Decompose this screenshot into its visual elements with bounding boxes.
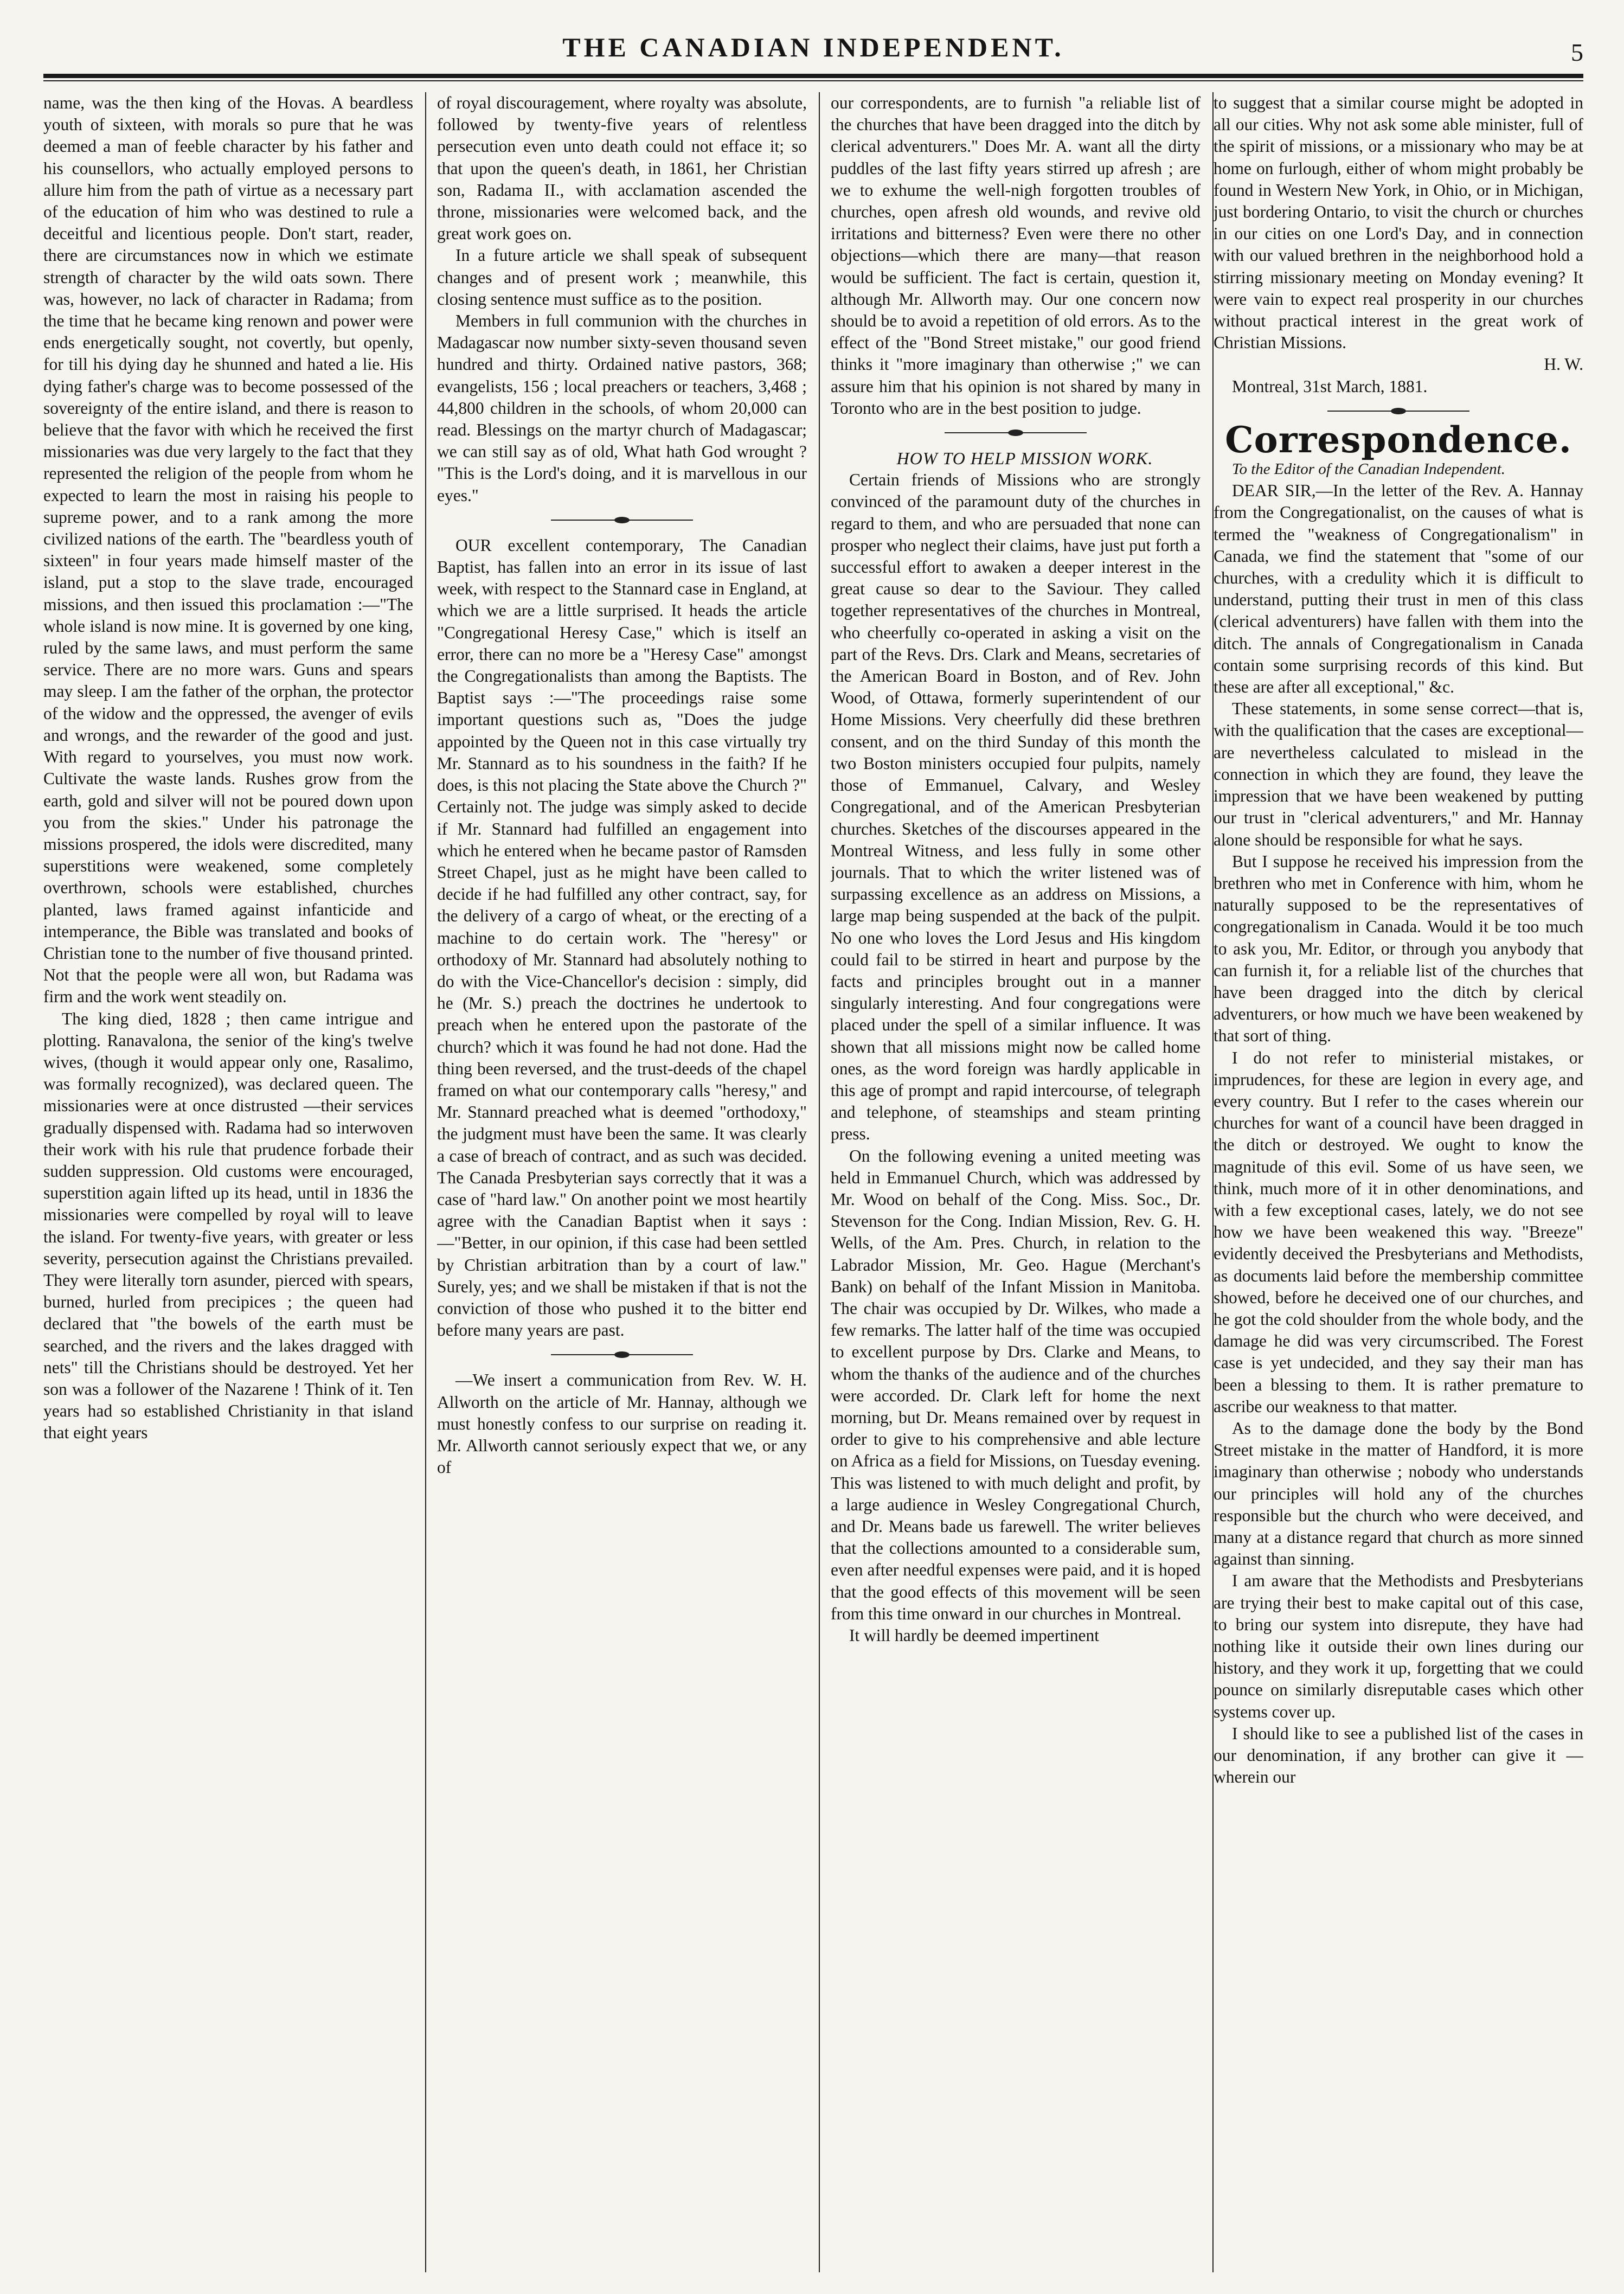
header-rule-thin xyxy=(43,80,1583,81)
column-3 xyxy=(831,92,1201,2272)
paragraph: But I suppose he received his impression from the brethren who met in Conference with him, whom he naturally supposed to be the representatives of congregationalism in Canada. Would it be too much to ask you, Mr. Editor, or through you anybody that can furnish it, for a reliable list of the churches that have been dragged into the ditch by clerical adventurers, or how much we have been weakened by that sort of thing. xyxy=(1214,851,1583,1046)
paragraph: name, was the then king of the Hovas. A beardless youth of sixteen, with morals so pure that he was deemed a man of feeble character by his father and his counsellors, who actually employed persons to allure him from the path of virtue as a necessary part of the education of him who was destined to rule a deceitful and licentious people. Don't start, reader, there are circumstances now in which we estimate strength of character by the wild oats sown. There was, however, no lack of character in Radama; from the time that he became king renown and power were ends energetically sought, not covertly, but openly, for till his dying day he shunned and hated a lie. His dying father's charge was to become possessed of the sovereignty of the entire island, and there is reason to believe that the favor with which he received the first missionaries was due very largely to the fact that they represented the religion of the people from whom he expected to learn the most in raising his people to supreme power, and to a rank among the more civilized nations of the earth. The "beardless youth of sixteen" in four years made himself master of the island, put a stop to the slave trade, encouraged missions, and then issued this proclamation :—"The whole island is now mine. It is governed by one king, ruled by the same laws, and must perform the same service. There are no more wars. Guns and spears may sleep. I am the father of the orphan, the protector of the widow and the oppressed, the avenger of evils and wrongs, and the rewarder of the good and just. With regard to yourselves, you must now work. Cultivate the waste lands. Rushes grow from the earth, gold and silver will not be poured down upon you from the skies." Under his patronage the missions prospered, the idols were discredited, many superstitions were weakened, some completely overthrown, schools were established, churches planted, laws framed against infanticide and intemperance, the Bible was translated and books of Christian tone to the number of five thousand printed. Not that the people were all won, but Radama was firm and the work went steadily on. xyxy=(43,93,413,1007)
paragraph: OUR excellent contemporary, The Canadian Baptist, has fallen into an error in its issue of last week, with respect to the Stannard case in England, at which we are a little surprised. It heads the article "Congregational Heresy Case," which is itself an error, there can no more be a "Heresy Case" amongst the Congregationalists than among the Baptists. The Baptist says :—"The proceedings raise some important questions such as, "Does the judge appointed by the Queen not in this case virtually try Mr. Stannard as to his soundness in the faith? If he does, is this not placing the State above the Church ?" Certainly not. The judge was simply asked to decide if Mr. Stannard had fulfilled an engagement into which he entered when he became pastor of Ramsden Street Chapel, just as he might have been called to decide if he had fulfilled any other contract, say, for the delivery of a cargo of wheat, or the erecting of a machine to do certain work. The "heresy" or orthodoxy of Mr. Stannard had absolutely nothing to do with the Vice-Chancellor's decision : simply, did he (Mr. S.) preach the doctrines he undertook to preach when he entered upon the pastorate of the church? which it was found he had not done. Had the thing been reversed, and the trust-deeds of the chapel framed on what our contemporary calls "heresy," and Mr. Stannard preached what is deemed "orthodoxy," the judgment must have been the same. It was clearly a case of breach of contract, and as such was decided. The Canada Presbyterian says correctly that it was a case of "hard law." On another point we most heartily agree with the Canadian Baptist when it says :—"Better, in our opinion, if this case had been settled by Christian arbitration than by a court of law." Surely, yes; and we shall be mistaken if that is not the conviction of those who pushed it to the bitter end before many years are past. xyxy=(437,535,807,1340)
paragraph: In a future article we shall speak of subsequent changes and of present work ; meanwhile, this closing sentence must suffice as to the position. xyxy=(437,246,807,309)
section-heading: Correspondence. xyxy=(1225,418,1572,461)
newspaper-title: THE CANADIAN INDEPENDENT. xyxy=(562,32,1064,62)
masthead xyxy=(43,22,1583,81)
paragraph: I should like to see a published list of the cases in our denomination, if any brother can give it — wherein our xyxy=(1214,1723,1583,1787)
paragraph: I do not refer to ministerial mistakes, or imprudences, for these are legion in every age, and every country. But I refer to the cases wherein our churches for want of a council have been dragged in the ditch or destroyed. We ought to know the magnitude of this evil. Some of us have seen, we think, much more of it in other denominations, and with a few exceptional cases, lately, we do not see how we have been weakened this way. "Breeze" evidently deceived the Presbyterians and Methodists, as documents laid before the membership committee showed, before he deceived one of our churches, and he got the cold shoulder from the whole body, and the damage he did was very circumscribed. The Forest case is yet undecided, and they say their man has been a blessing to them. It is rather premature to ascribe our weakness to that matter. xyxy=(1214,1048,1583,1416)
column-separator xyxy=(425,92,426,2272)
section-divider xyxy=(437,516,807,524)
paragraph: I am aware that the Methodists and Presbyterians are trying their best to make capital out of this case, to bring our system into disrepute, they have had nothing like it outside their own lines during our history, and they work it up, forgetting that we could pounce on similarly disreputable cases which other systems cover up. xyxy=(1214,1571,1583,1721)
column-2 xyxy=(437,92,807,2272)
section-divider xyxy=(831,429,1201,437)
column-separator xyxy=(819,92,820,2272)
salutation: To the Editor of the Canadian Independent. xyxy=(1232,460,1505,478)
paragraph: Members in full communion with the churches in Madagascar now number sixty-seven thousand seven hundred and thirty. Ordained native pastors, 368; evangelists, 156 ; local preachers or teachers, 3,468 ; 44,800 children in the schools, of whom 20,000 can read. Blessings on the martyr church of Madagascar; we can still say as of old, What hath God wrought ? "This is the Lord's doing, and it is marvellous in our eyes." xyxy=(437,311,807,505)
dateline: Montreal, 31st March, 1881. xyxy=(1232,376,1428,396)
column-4 xyxy=(1214,92,1583,2272)
paragraph: On the following evening a united meeting was held in Emmanuel Church, which was addressed by Mr. Wood on behalf of the Cong. Miss. Soc., Dr. Stevenson for the Cong. Indian Mission, Rev. G. H. Wells, of the Am. Pres. Church, in relation to the Labrador Mission, Mr. Geo. Hague (Merchant's Bank) on behalf of the Infant Mission in Manitoba. The chair was occupied by Dr. Wilkes, who made a few remarks. The latter half of the time was occupied to excellent purpose by Drs. Clarke and Means, to whom the thanks of the audience and of the churches were accorded. Dr. Clark left for home the next morning, but Dr. Means remained over by request in order to give to his comprehensive and able lecture on Africa as a field for Missions, on Tuesday evening. This was listened to with much delight and profit, by a large audience in Wesley Congregational Church, and Dr. Means bade us farewell. The writer believes that the collections amounted to a considerable sum, even after needful expenses were paid, and it is hoped that the good effects of this movement will be seen from this time onward in our churches in Montreal. xyxy=(831,1146,1201,1623)
article-heading: HOW TO HELP MISSION WORK. xyxy=(896,448,1153,469)
paragraph: Certain friends of Missions who are strongly convinced of the paramount duty of the churches in regard to them, and who are persuaded that none can prosper who neglect their claims, have just put forth a successful effort to awaken a deeper interest in the great cause so dear to the Saviour. They called together representatives of the churches in Montreal, who cheerfully co-operated in asking a visit on the part of the Revs. Drs. Clark and Means, secretaries of the American Board in Boston, and of Rev. John Wood, of Ottawa, formerly superintendent of our Home Missions. Very cheerfully did these brethren consent, and on the third Sunday of this month the two Boston ministers occupied four pulpits, namely those of Emmanuel, Calvary, and Wesley Congregational, and of the American Presbyterian churches. Sketches of the discourses appeared in the Montreal Witness, and less fully in some other journals. That to which the writer listened was of surpassing excellence as an address on Missions, a large map being suspended at the back of the pulpit. No one who loves the Lord Jesus and His kingdom could fail to be stirred in heart and purpose by the facts and principles brought out in a manner singularly interesting. And four congregations were placed under the spell of a similar influence. It was shown that all missions might now be called home ones, as the word foreign was hardly applicable in this age of prompt and rapid intercourse, of telegraph and telephone, of steamships and steam printing press. xyxy=(831,470,1201,1144)
paragraph: —We insert a communication from Rev. W. H. Allworth on the article of Mr. Hannay, although we must honestly confess to our surprise on reading it. Mr. Allworth cannot seriously expect that we, or any of xyxy=(437,1370,807,1477)
paragraph: The king died, 1828 ; then came intrigue and plotting. Ranavalona, the senior of the king's twelve wives, (though it would appear only one, Rasalimo, was formally recognized), was declared queen. The missionaries were at once distrusted —their services gradually dispensed with. Radama had so interwoven their work with his rule that prudence forbade their sudden suppression. Old customs were encouraged, superstition again lifted up its head, until in 1836 the missionaries were compelled by royal will to leave the island. For twenty-five years, with greater or less severity, persecution against the Christians prevailed. They were literally torn asunder, pierced with spears, burned, hurled from precipices ; the queen had declared that "the bowels of the earth must be searched, and the rivers and the lakes dragged with nets" till the Christians should be destroyed. Yet her son was a follower of the Nazarene ! Think of it. Ten years had so established Christianity in that island that eight years xyxy=(43,1009,413,1443)
paragraph: of royal discouragement, where royalty was absolute, followed by twenty-five years of relentless persecution even unto death could not efface it; so that upon the queen's death, in 1861, her Christian son, Radama II., with acclamation ascended the throne, missionaries were welcomed back, and the great work goes on. xyxy=(437,93,807,244)
page-number: 5 xyxy=(1571,39,1583,66)
paragraph: to suggest that a similar course might be adopted in all our cities. Why not ask some able minister, full of the spirit of missions, or a missionary who may be at home on furlough, either of whom might probably be found in Western New York, in Ohio, or in Michigan, just bordering Ontario, to visit the church or churches in our cities on one Lord's Day, and in connection with our valued brethren in the neighborhood hold a stirring missionary meeting on Monday evening? It were vain to expect real prosperity in our churches without practical interest in the great work of Christian Missions. xyxy=(1214,93,1583,353)
paragraph: DEAR SIR,—In the letter of the Rev. A. Hannay from the Congregationalist, on the causes of what is termed the "weakness of Congregationalism" in Canada, we find the statement that "some of our churches, with a credulity which it is difficult to understand, putting their trust in men of this class (clerical adventurers) have fallen with them into the ditch. The annals of Congregationalism in Canada contain some surprising records of this kind. But these are after all exceptional," &c. xyxy=(1214,481,1583,697)
section-divider xyxy=(1214,407,1583,415)
paragraph: our correspondents, are to furnish "a reliable list of the churches that have been dragged into the ditch by clerical adventurers." Does Mr. A. want all the dirty puddles of the last fifty years stirred up afresh ; are we to exhume the well-nigh forgotten troubles of churches, open afresh old wounds, and revive old irritations and bitterness? Even were there no other objections—which there are many—that reason would be sufficient. The fact is certain, question it, although Mr. Allworth may. Our one concern now should be to avoid a repetition of old errors. As to the effect of the "Bond Street mistake," our good friend thinks it "more imaginary than otherwise ;" we can assure him that his opinion is not shared by many in Toronto who are in the best position to judge. xyxy=(831,93,1201,418)
paragraph: As to the damage done the body by the Bond Street mistake in the matter of Handford, it is more imaginary than otherwise ; nobody who understands our principles will hold any of the churches responsible but the church who were deceived, and many at a distance regard that church as more sinned against than sinning. xyxy=(1214,1418,1583,1569)
section-divider xyxy=(437,1351,807,1359)
paragraph: These statements, in some sense correct—that is, with the qualification that the cases are exceptional—are nevertheless calculated to mislead in the connection in which they are found, they leave the impression that we have been weakened by putting our trust in "clerical adventurers," and Mr. Hannay alone should be responsible for what he says. xyxy=(1214,699,1583,849)
column-1 xyxy=(43,92,413,2272)
header-rule xyxy=(43,74,1583,78)
text-columns xyxy=(43,92,1583,2272)
signature: H. W. xyxy=(1544,355,1583,374)
paragraph: It will hardly be deemed impertinent xyxy=(849,1626,1099,1645)
